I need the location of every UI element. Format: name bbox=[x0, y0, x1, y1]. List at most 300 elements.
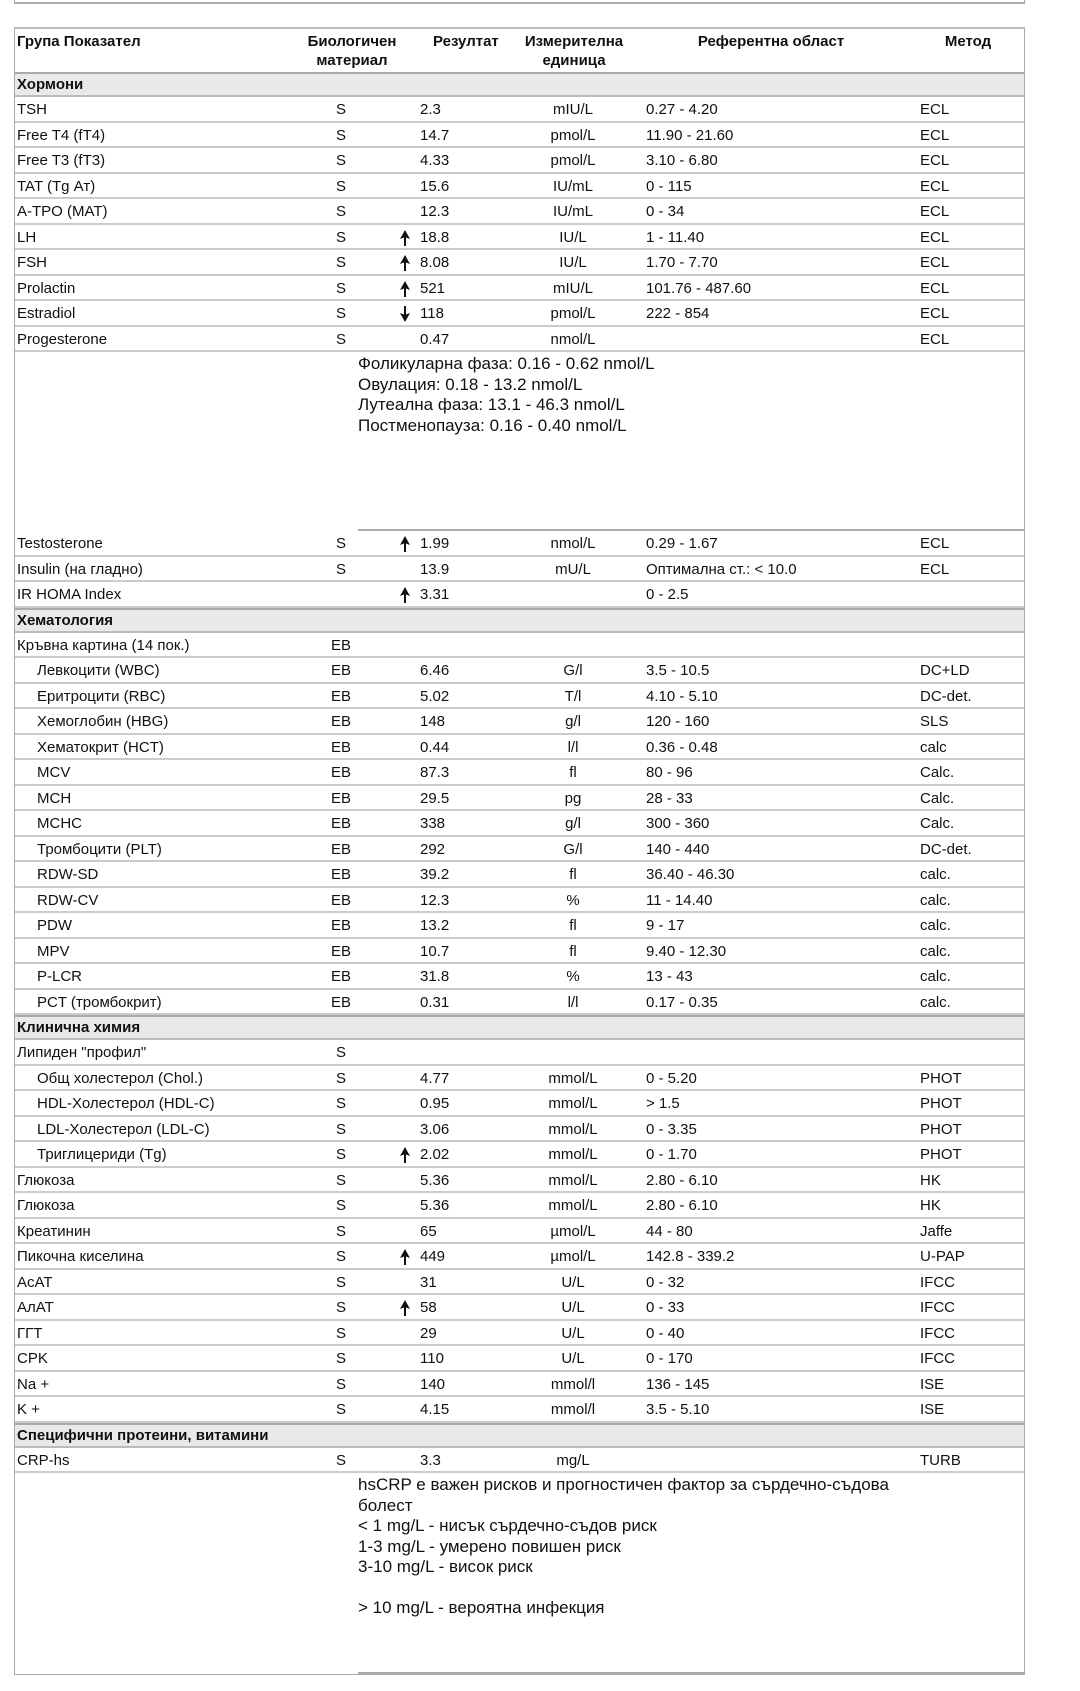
method: IFCC bbox=[920, 1350, 955, 1367]
reference-range: > 1.5 bbox=[646, 1095, 680, 1112]
test-name: MCV bbox=[37, 764, 71, 781]
table-row bbox=[15, 1193, 1024, 1219]
unit: IU/L bbox=[559, 254, 587, 271]
table-row bbox=[15, 1321, 1024, 1347]
section-header: Хематология bbox=[15, 608, 1024, 633]
method: PHOT bbox=[920, 1095, 962, 1112]
table-body bbox=[15, 72, 1024, 1674]
reference-range: 44 - 80 bbox=[646, 1222, 693, 1240]
result-value: 14.7 bbox=[420, 126, 450, 144]
arrow-up-icon bbox=[400, 536, 410, 552]
table-row bbox=[15, 837, 1024, 863]
biological-material: S bbox=[335, 1350, 347, 1367]
test-name: Тромбоцити (PLT) bbox=[37, 840, 162, 858]
result-value: 3.06 bbox=[420, 1120, 450, 1138]
method: SLS bbox=[920, 713, 949, 730]
result-value: 0.44 bbox=[420, 738, 450, 756]
result-value: 0.95 bbox=[420, 1095, 450, 1112]
test-name: Free T4 (fT4) bbox=[17, 126, 106, 144]
biological-material: EB bbox=[330, 738, 352, 756]
result-value: 4.77 bbox=[420, 1069, 450, 1087]
biological-material: EB bbox=[330, 993, 352, 1011]
method: ECL bbox=[920, 203, 950, 220]
table-row bbox=[15, 990, 1024, 1016]
method: calc. bbox=[920, 917, 951, 934]
biological-material: EB bbox=[330, 968, 352, 985]
result-value: 0.31 bbox=[420, 993, 450, 1011]
table-row bbox=[15, 1372, 1024, 1398]
table-row bbox=[15, 225, 1024, 251]
result-value: 8.08 bbox=[420, 254, 450, 271]
method: PHOT bbox=[920, 1069, 962, 1087]
result-value: 3.3 bbox=[420, 1451, 441, 1469]
unit: mmol/l bbox=[550, 1375, 596, 1393]
note-lines bbox=[358, 354, 978, 436]
unit: nmol/L bbox=[550, 535, 596, 552]
note-line: 3-10 mg/L - висок риск bbox=[358, 1557, 533, 1576]
unit: IU/mL bbox=[552, 203, 594, 220]
reference-range: 4.10 - 5.10 bbox=[646, 687, 718, 705]
note-line bbox=[358, 1578, 978, 1599]
biological-material: S bbox=[335, 1222, 347, 1240]
biological-material: EB bbox=[330, 840, 352, 858]
result-value: 13.2 bbox=[420, 917, 450, 934]
biological-material: EB bbox=[330, 866, 352, 883]
test-name: LDL-Холестерол (LDL-C) bbox=[37, 1120, 210, 1138]
method: ECL bbox=[920, 177, 950, 195]
reference-note bbox=[15, 1473, 1024, 1674]
table-row bbox=[15, 97, 1024, 123]
table-row bbox=[15, 1040, 1024, 1066]
result-value: 338 bbox=[420, 815, 446, 832]
test-name: LH bbox=[17, 228, 37, 246]
test-name: P-LCR bbox=[37, 968, 83, 985]
arrow-up-icon bbox=[400, 255, 410, 271]
unit: mmol/L bbox=[548, 1146, 598, 1163]
table-row bbox=[15, 709, 1024, 735]
unit: µmol/L bbox=[550, 1222, 596, 1240]
reference-range: 0 - 40 bbox=[646, 1324, 685, 1342]
reference-range: 0.17 - 0.35 bbox=[646, 993, 718, 1011]
test-name: Кръвна картина (14 пок.) bbox=[17, 636, 190, 654]
reference-range: Оптимална ст.: < 10.0 bbox=[646, 560, 797, 578]
result-value: 31 bbox=[420, 1273, 437, 1291]
biological-material: S bbox=[335, 126, 347, 144]
biological-material: EB bbox=[330, 662, 352, 679]
table-row bbox=[15, 250, 1024, 276]
biological-material: S bbox=[335, 1120, 347, 1138]
result-value: 140 bbox=[420, 1375, 446, 1393]
result-value: 12.3 bbox=[420, 891, 450, 909]
unit: IU/mL bbox=[552, 177, 594, 195]
test-name: Липиден "профил" bbox=[17, 1044, 147, 1061]
biological-material: EB bbox=[330, 713, 352, 730]
method: calc. bbox=[920, 993, 951, 1011]
method: ISE bbox=[920, 1401, 945, 1418]
reference-range: 3.5 - 5.10 bbox=[646, 1401, 710, 1418]
unit: mmol/L bbox=[548, 1171, 598, 1189]
unit: nmol/L bbox=[550, 330, 596, 348]
section-header: Специфични протеини, витамини bbox=[15, 1423, 1024, 1448]
unit: pmol/L bbox=[550, 152, 596, 169]
result-value: 4.33 bbox=[420, 152, 450, 169]
unit: G/l bbox=[563, 840, 583, 858]
result-value: 148 bbox=[420, 713, 446, 730]
result-value: 5.36 bbox=[420, 1197, 450, 1214]
test-name: HDL-Холестерол (HDL-C) bbox=[37, 1095, 215, 1112]
result-value: 6.46 bbox=[420, 662, 450, 679]
unit: fl bbox=[569, 942, 577, 960]
unit: % bbox=[566, 968, 580, 985]
note-line: > 10 mg/L - вероятна инфекция bbox=[358, 1598, 605, 1617]
method: calc. bbox=[920, 968, 951, 985]
test-name: Триглицериди (Tg) bbox=[37, 1146, 167, 1163]
biological-material: S bbox=[335, 1248, 347, 1265]
method: Jaffe bbox=[920, 1222, 953, 1240]
reference-range: 2.80 - 6.10 bbox=[646, 1197, 718, 1214]
method: PHOT bbox=[920, 1120, 962, 1138]
result-value: 31.8 bbox=[420, 968, 450, 985]
reference-range: 0 - 34 bbox=[646, 203, 685, 220]
method: ECL bbox=[920, 101, 950, 118]
reference-range: 3.5 - 10.5 bbox=[646, 662, 710, 679]
header-unit bbox=[525, 32, 623, 70]
test-name: Estradiol bbox=[17, 305, 76, 322]
method: ECL bbox=[920, 126, 950, 144]
test-name: TAT (Tg Ат) bbox=[17, 177, 96, 195]
table-row bbox=[15, 913, 1024, 939]
test-name: ГГТ bbox=[17, 1324, 43, 1342]
method: IFCC bbox=[920, 1299, 955, 1316]
biological-material: S bbox=[335, 152, 347, 169]
reference-range: 120 - 160 bbox=[646, 713, 710, 730]
method: DC-det. bbox=[920, 840, 972, 858]
result-value: 10.7 bbox=[420, 942, 450, 960]
test-name: CRP-hs bbox=[17, 1451, 70, 1469]
test-name: MCH bbox=[37, 789, 72, 807]
biological-material: EB bbox=[330, 789, 352, 807]
header-group: Група Показател bbox=[17, 33, 141, 50]
result-value: 110 bbox=[420, 1350, 444, 1367]
table-row bbox=[15, 1244, 1024, 1270]
method: Calc. bbox=[920, 815, 955, 832]
previous-section-border bbox=[14, 0, 1025, 4]
test-name: Общ холестерол (Chol.) bbox=[37, 1069, 204, 1087]
unit: % bbox=[566, 891, 580, 909]
method: Calc. bbox=[920, 764, 955, 781]
table-row bbox=[15, 964, 1024, 990]
table-row bbox=[15, 199, 1024, 225]
biological-material: EB bbox=[330, 764, 352, 781]
table-row bbox=[15, 633, 1024, 659]
reference-range: 0 - 2.5 bbox=[646, 586, 689, 603]
unit: l/l bbox=[567, 993, 579, 1011]
unit: g/l bbox=[565, 815, 581, 832]
table-row bbox=[15, 557, 1024, 583]
method: ECL bbox=[920, 279, 950, 297]
unit: mmol/L bbox=[548, 1120, 598, 1138]
reference-range: 140 - 440 bbox=[646, 840, 710, 858]
unit: mmol/L bbox=[548, 1069, 598, 1087]
reference-range: 142.8 - 339.2 bbox=[646, 1248, 735, 1265]
biological-material: S bbox=[335, 305, 347, 322]
biological-material: S bbox=[335, 1324, 347, 1342]
test-name: Глюкоза bbox=[17, 1171, 75, 1189]
reference-range: 36.40 - 46.30 bbox=[646, 866, 735, 883]
test-name: RDW-CV bbox=[37, 891, 99, 909]
unit: U/L bbox=[561, 1299, 585, 1316]
biological-material: S bbox=[335, 560, 347, 578]
biological-material: EB bbox=[330, 687, 352, 705]
table-row bbox=[15, 1066, 1024, 1092]
arrow-up-icon bbox=[400, 587, 410, 603]
test-name: Глюкоза bbox=[17, 1197, 75, 1214]
test-name: PDW bbox=[37, 917, 72, 934]
table-row bbox=[15, 888, 1024, 914]
method: IFCC bbox=[920, 1273, 955, 1291]
result-value: 15.6 bbox=[420, 177, 450, 195]
table-row bbox=[15, 1117, 1024, 1143]
reference-range: 0 - 170 bbox=[646, 1350, 693, 1367]
reference-range: 80 - 96 bbox=[646, 764, 693, 781]
test-name: Prolactin bbox=[17, 279, 76, 297]
table-row bbox=[15, 531, 1024, 557]
biological-material: S bbox=[335, 1273, 347, 1291]
result-value: 3.31 bbox=[420, 586, 450, 603]
result-value: 29 bbox=[420, 1324, 437, 1342]
result-value: 29.5 bbox=[420, 789, 450, 807]
method: U-PAP bbox=[920, 1248, 965, 1265]
table-row bbox=[15, 123, 1024, 149]
table-row bbox=[15, 1142, 1024, 1168]
reference-range: 9 - 17 bbox=[646, 917, 685, 934]
arrow-up-icon bbox=[400, 1147, 410, 1163]
unit: mU/L bbox=[555, 560, 591, 578]
table-row bbox=[15, 811, 1024, 837]
biological-material: S bbox=[335, 1451, 347, 1469]
method: ECL bbox=[920, 330, 950, 348]
reference-range: 0.36 - 0.48 bbox=[646, 738, 718, 756]
unit: pmol/L bbox=[550, 126, 596, 144]
result-value: 87.3 bbox=[420, 764, 450, 781]
biological-material: EB bbox=[330, 636, 352, 654]
test-name: АлАТ bbox=[17, 1299, 54, 1316]
unit: mIU/L bbox=[552, 279, 594, 297]
method: DC+LD bbox=[920, 662, 970, 679]
biological-material: S bbox=[335, 1401, 347, 1418]
test-name: Free T3 (fT3) bbox=[17, 152, 106, 169]
test-name: FSH bbox=[17, 254, 47, 271]
method: ECL bbox=[920, 535, 950, 552]
test-name: A-TPO (MAT) bbox=[17, 203, 108, 220]
header-unit-line1: Измерителна bbox=[524, 33, 624, 50]
unit: mmol/L bbox=[548, 1095, 598, 1112]
table-row bbox=[15, 276, 1024, 302]
table-row bbox=[15, 1219, 1024, 1245]
biological-material: EB bbox=[330, 917, 352, 934]
unit: mmol/L bbox=[548, 1197, 598, 1214]
result-value: 2.3 bbox=[420, 101, 441, 118]
unit: U/L bbox=[561, 1350, 585, 1367]
arrow-up-icon bbox=[400, 1300, 410, 1316]
biological-material: EB bbox=[330, 942, 352, 960]
result-value: 449 bbox=[420, 1248, 446, 1265]
header-unit-line2: единица bbox=[542, 52, 606, 69]
biological-material: S bbox=[335, 177, 347, 195]
reference-range: 2.80 - 6.10 bbox=[646, 1171, 718, 1189]
method: ISE bbox=[920, 1375, 945, 1393]
unit: mg/L bbox=[556, 1451, 590, 1469]
test-name: IR HOMA Index bbox=[17, 586, 122, 603]
table-row bbox=[15, 1168, 1024, 1194]
biological-material: EB bbox=[330, 815, 352, 832]
arrow-down-icon bbox=[400, 306, 410, 322]
reference-range: 0.29 - 1.67 bbox=[646, 535, 718, 552]
biological-material: S bbox=[335, 203, 347, 220]
test-name: K + bbox=[17, 1401, 40, 1418]
section-header: Хормони bbox=[15, 72, 1024, 97]
result-value: 521 bbox=[420, 279, 446, 297]
table-row bbox=[15, 327, 1024, 353]
method: ECL bbox=[920, 254, 950, 271]
note-line: болест bbox=[358, 1495, 413, 1515]
table-row bbox=[15, 786, 1024, 812]
biological-material: S bbox=[335, 535, 347, 552]
unit: pg bbox=[564, 789, 582, 807]
method: calc. bbox=[920, 891, 951, 909]
method: calc bbox=[920, 738, 947, 756]
test-name: Na + bbox=[17, 1375, 50, 1393]
test-name: Еритроцити (RBC) bbox=[37, 687, 166, 705]
reference-range: 28 - 33 bbox=[646, 789, 693, 807]
method: TURB bbox=[920, 1451, 961, 1469]
reference-range: 222 - 854 bbox=[646, 305, 710, 322]
lab-results-table bbox=[14, 27, 1025, 1675]
biological-material: S bbox=[335, 228, 347, 246]
header-result: Резултат bbox=[433, 33, 499, 50]
table-row bbox=[15, 1346, 1024, 1372]
header-material-line2: материал bbox=[316, 52, 388, 69]
reference-range: 0 - 33 bbox=[646, 1299, 685, 1316]
unit: U/L bbox=[561, 1324, 585, 1342]
table-row bbox=[15, 862, 1024, 888]
result-value: 18.8 bbox=[420, 228, 450, 246]
test-name: Пикочна киселина bbox=[17, 1248, 144, 1265]
table-row bbox=[15, 1270, 1024, 1296]
biological-material: S bbox=[335, 1299, 347, 1316]
reference-note bbox=[15, 352, 1024, 531]
method: ECL bbox=[920, 305, 950, 322]
test-name: Progesterone bbox=[17, 330, 108, 348]
result-value: 0.47 bbox=[420, 330, 450, 348]
reference-range: 0 - 115 bbox=[646, 177, 692, 195]
header-reference: Референтна област bbox=[697, 33, 845, 50]
reference-range: 11.90 - 21.60 bbox=[646, 126, 734, 144]
note-line: 1-3 mg/L - умерено повишен риск bbox=[358, 1536, 621, 1556]
table-row bbox=[15, 582, 1024, 608]
result-value: 292 bbox=[420, 840, 446, 858]
note-line: Постменопауза: 0.16 - 0.40 nmol/L bbox=[358, 415, 627, 435]
result-value: 5.02 bbox=[420, 687, 450, 705]
biological-material: S bbox=[335, 1146, 347, 1163]
table-row bbox=[15, 301, 1024, 327]
method: HK bbox=[920, 1171, 941, 1189]
biological-material: S bbox=[335, 1095, 347, 1112]
unit: l/l bbox=[567, 738, 579, 756]
reference-range: 3.10 - 6.80 bbox=[646, 152, 718, 169]
method: HK bbox=[920, 1197, 941, 1214]
table-row bbox=[15, 1091, 1024, 1117]
result-value: 39.2 bbox=[420, 866, 450, 883]
test-name: Креатинин bbox=[17, 1222, 91, 1240]
arrow-up-icon bbox=[400, 281, 410, 297]
header-material-line1: Биологичен bbox=[307, 33, 397, 50]
table-row bbox=[15, 684, 1024, 710]
method: IFCC bbox=[920, 1324, 955, 1342]
unit: µmol/L bbox=[550, 1248, 596, 1265]
header-method: Метод bbox=[944, 33, 992, 50]
section-header: Клинична химия bbox=[15, 1015, 1024, 1040]
table-row bbox=[15, 148, 1024, 174]
reference-range: 0 - 32 bbox=[646, 1273, 685, 1291]
reference-range: 0.27 - 4.20 bbox=[646, 101, 718, 118]
method: calc. bbox=[920, 866, 951, 883]
biological-material: S bbox=[335, 101, 347, 118]
note-divider bbox=[358, 1672, 1024, 1674]
test-name: MCHC bbox=[37, 815, 82, 832]
biological-material: S bbox=[335, 1375, 347, 1393]
unit: g/l bbox=[565, 713, 581, 730]
biological-material: S bbox=[335, 1069, 347, 1087]
method: ECL bbox=[920, 228, 950, 246]
test-name: TSH bbox=[17, 101, 47, 118]
unit: pmol/L bbox=[550, 305, 596, 322]
table-row bbox=[15, 174, 1024, 200]
reference-range: 13 - 43 bbox=[646, 968, 693, 985]
method: DC-det. bbox=[920, 687, 972, 705]
test-name: АсАТ bbox=[17, 1273, 53, 1291]
note-line: hsCRP е важен рисков и прогностичен фактор за сърдечно-съдова bbox=[358, 1475, 889, 1494]
test-name: RDW-SD bbox=[37, 866, 99, 883]
biological-material: S bbox=[335, 1044, 347, 1061]
result-value: 2.02 bbox=[420, 1146, 450, 1163]
method: Calc. bbox=[920, 789, 955, 807]
biological-material: S bbox=[335, 330, 347, 348]
unit: fl bbox=[569, 764, 577, 781]
unit: U/L bbox=[561, 1273, 585, 1291]
note-line: Овулация: 0.18 - 13.2 nmol/L bbox=[358, 374, 583, 394]
reference-range: 0 - 3.35 bbox=[646, 1120, 697, 1138]
reference-range: 136 - 145 bbox=[646, 1375, 710, 1393]
test-name: Хематокрит (HCT) bbox=[37, 738, 164, 756]
table-row bbox=[15, 1448, 1024, 1474]
test-name: MPV bbox=[37, 942, 70, 960]
test-name: Левкоцити (WBC) bbox=[37, 662, 160, 679]
table-row bbox=[15, 1397, 1024, 1423]
reference-range: 9.40 - 12.30 bbox=[646, 942, 727, 960]
unit: T/l bbox=[564, 687, 582, 705]
unit: IU/L bbox=[559, 228, 587, 246]
reference-range: 300 - 360 bbox=[646, 815, 710, 832]
biological-material: EB bbox=[330, 891, 352, 909]
header-material bbox=[308, 32, 397, 70]
table-row bbox=[15, 735, 1024, 761]
result-value: 58 bbox=[420, 1299, 437, 1316]
reference-range: 1 - 11.40 bbox=[646, 228, 705, 246]
biological-material: S bbox=[335, 254, 347, 271]
test-name: PCT (тромбокрит) bbox=[37, 993, 162, 1011]
method: calc. bbox=[920, 942, 951, 960]
